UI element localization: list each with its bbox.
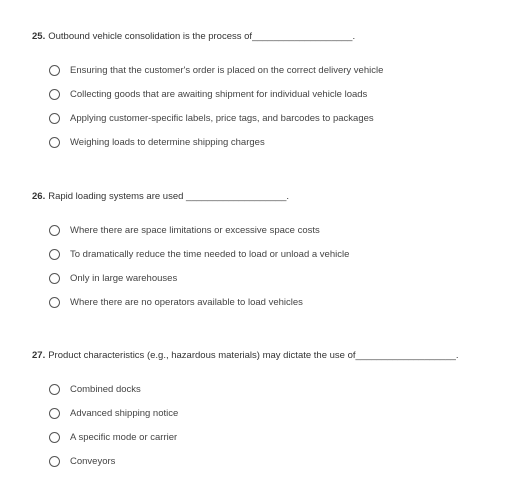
option-label: Collecting goods that are awaiting shipment for individual vehicle loads [70,88,368,100]
radio-button[interactable] [49,137,60,148]
question-prompt [32,191,512,203]
question-text: Rapid loading systems are used ___________________. [48,191,290,202]
answer-option[interactable] [49,218,349,242]
option-label: Where there are space limitations or excessive space costs [70,224,320,236]
option-label: Only in large warehouses [70,272,178,284]
answer-options [49,377,178,473]
answer-option[interactable] [49,130,383,154]
option-label: Weighing loads to determine shipping charges [70,136,265,148]
radio-button[interactable] [49,65,60,76]
radio-button[interactable] [49,432,60,443]
question-26 [32,191,512,308]
question-27 [32,350,512,467]
question-25 [32,31,512,148]
answer-option[interactable] [49,401,178,425]
answer-option[interactable] [49,58,383,82]
radio-button[interactable] [49,273,60,284]
question-number: 25. [32,31,46,42]
radio-button[interactable] [49,408,60,419]
answer-option[interactable] [49,242,349,266]
option-label: Conveyors [70,455,116,467]
option-label: Ensuring that the customer's order is placed on the correct delivery vehicle [70,64,384,76]
option-label: Combined docks [70,383,141,395]
answer-option[interactable] [49,106,383,130]
option-label: Where there are no operators available to load vehicles [70,296,303,308]
question-number: 26. [32,191,46,202]
radio-button[interactable] [49,249,60,260]
radio-button[interactable] [49,297,60,308]
radio-button[interactable] [49,113,60,124]
answer-options [49,58,383,154]
answer-option[interactable] [49,82,383,106]
question-prompt [32,350,512,362]
question-text: Outbound vehicle consolidation is the process of___________________. [48,31,356,42]
answer-option[interactable] [49,377,178,401]
answer-option[interactable] [49,266,349,290]
question-text: Product characteristics (e.g., hazardous materials) may dictate the use of___________________. [48,350,459,361]
option-label: Applying customer-specific labels, price tags, and barcodes to packages [70,112,374,124]
option-label: Advanced shipping notice [70,407,179,419]
option-label: To dramatically reduce the time needed to load or unload a vehicle [70,248,350,260]
radio-button[interactable] [49,384,60,395]
radio-button[interactable] [49,89,60,100]
answer-option[interactable] [49,425,178,449]
radio-button[interactable] [49,456,60,467]
question-prompt [32,31,512,43]
option-label: A specific mode or carrier [70,431,178,443]
answer-option[interactable] [49,449,178,473]
answer-options [49,218,349,314]
radio-button[interactable] [49,225,60,236]
answer-option[interactable] [49,290,349,314]
question-number: 27. [32,350,46,361]
